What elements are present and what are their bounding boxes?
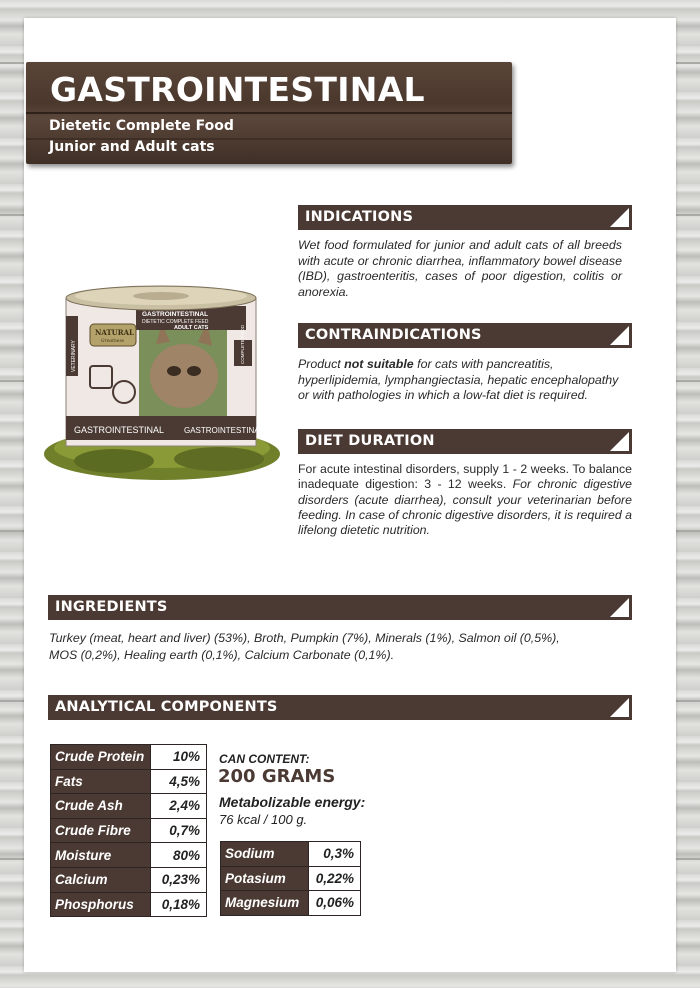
indications-heading: INDICATIONS [305, 209, 414, 225]
component-name: Crude Fibre [51, 818, 151, 843]
component-value: 0,23% [151, 867, 207, 892]
table-row [51, 843, 207, 868]
subtitle-food-type: Dietetic Complete Food [49, 118, 234, 134]
table-row [51, 892, 207, 917]
contraindications-heading: CONTRAINDICATIONS [305, 327, 482, 343]
component-name: Crude Ash [51, 794, 151, 819]
ingredients-heading: INGREDIENTS [55, 599, 168, 615]
can-content-label: CAN CONTENT: [219, 752, 310, 766]
page-title: GASTROINTESTINAL [50, 70, 425, 109]
component-value: 2,4% [151, 794, 207, 819]
table-row [51, 867, 207, 892]
ingredients-line-2: MOS (0,2%), Healing earth (0,1%), Calcium Carbonate (0,1%). [49, 648, 395, 662]
corner-triangle-icon [610, 326, 629, 345]
section-header-contraindications [298, 323, 632, 348]
energy-value: 76 kcal / 100 g. [219, 812, 308, 827]
can-vet-tag: VETERINARY [71, 340, 77, 372]
section-header-indications [298, 205, 632, 230]
diet-duration-heading: DIET DURATION [305, 433, 435, 449]
table-row [51, 818, 207, 843]
mineral-value: 0,3% [309, 842, 361, 867]
component-value: 80% [151, 843, 207, 868]
can-lid-text-3: ADULT CATS [174, 325, 209, 331]
table-row [221, 866, 361, 891]
can-complete-tag: COMPLETE FOOD [240, 324, 245, 364]
contraindications-text [298, 357, 622, 404]
analytical-heading: ANALYTICAL COMPONENTS [55, 699, 278, 715]
corner-triangle-icon [610, 208, 629, 227]
corner-triangle-icon [610, 698, 629, 717]
can-lid-text-2: DIETETIC COMPLETE FEED [142, 319, 209, 325]
component-name: Phosphorus [51, 892, 151, 917]
diet-duration-text [298, 462, 632, 538]
component-name: Fats [51, 769, 151, 794]
mineral-value: 0,22% [309, 866, 361, 891]
contraindications-text-start: Product [298, 357, 345, 371]
mineral-name: Potasium [221, 866, 309, 891]
not-suitable-emphasis: not suitable [344, 357, 414, 371]
component-value: 0,18% [151, 892, 207, 917]
minerals-table [220, 841, 361, 916]
mineral-value: 0,06% [309, 891, 361, 916]
table-row [51, 769, 207, 794]
contraindications-text-end: for cats with pancreatitis, hyperlipidemia, lymphangiectasia, hepatic encephalopathy or with pathologies in which a low-fat diet is required. [298, 357, 619, 403]
indications-text: Wet food formulated for junior and adult cats of all breeds with acute or chronic diarrhea, inflammatory bowel disease (IBD), gastroenteritis, cases of poor digestion, colitis or anorexia. [298, 238, 622, 299]
mineral-name: Magnesium [221, 891, 309, 916]
energy-label: Metabolizable energy: [219, 794, 366, 810]
can-side-label-2: GASTROINTESTINAL [184, 426, 265, 435]
table-row [51, 794, 207, 819]
table-row [221, 842, 361, 867]
brand-logo-text: NATURAL [95, 328, 134, 337]
section-header-diet-duration [298, 429, 632, 454]
can-side-label: GASTROINTESTINAL [74, 425, 165, 435]
component-name: Moisture [51, 843, 151, 868]
diet-duration-text-normal: For acute intestinal disorders, supply 1 - 2 weeks. To balance inadequate digestion: 3 - 12 weeks. [298, 462, 632, 492]
subtitle-target: Junior and Adult cats [49, 139, 215, 155]
mineral-name: Sodium [221, 842, 309, 867]
analytical-components-table [50, 744, 207, 917]
component-name: Calcium [51, 867, 151, 892]
table-row [51, 745, 207, 770]
diet-duration-text-italic: For chronic digestive disorders (acute diarrhea), consult your veterinarian before feeding. In case of chronic digestive disorders, it is required a lifelong dietetic nutrition. [298, 477, 632, 538]
brand-logo-sub: Greatness [101, 339, 125, 344]
component-value: 4,5% [151, 769, 207, 794]
table-row [221, 891, 361, 916]
component-value: 0,7% [151, 818, 207, 843]
section-header-ingredients [48, 595, 632, 620]
corner-triangle-icon [610, 598, 629, 617]
component-value: 10% [151, 745, 207, 770]
component-name: Crude Protein [51, 745, 151, 770]
can-lid-text-1: GASTROINTESTINAL [142, 311, 209, 318]
ingredients-line-1: Turkey (meat, heart and liver) (53%), Broth, Pumpkin (7%), Minerals (1%), Salmon oil (0,5%), [49, 631, 560, 645]
section-header-analytical [48, 695, 632, 720]
corner-triangle-icon [610, 432, 629, 451]
product-can-image [44, 276, 284, 486]
can-content-value: 200 GRAMS [218, 766, 336, 787]
